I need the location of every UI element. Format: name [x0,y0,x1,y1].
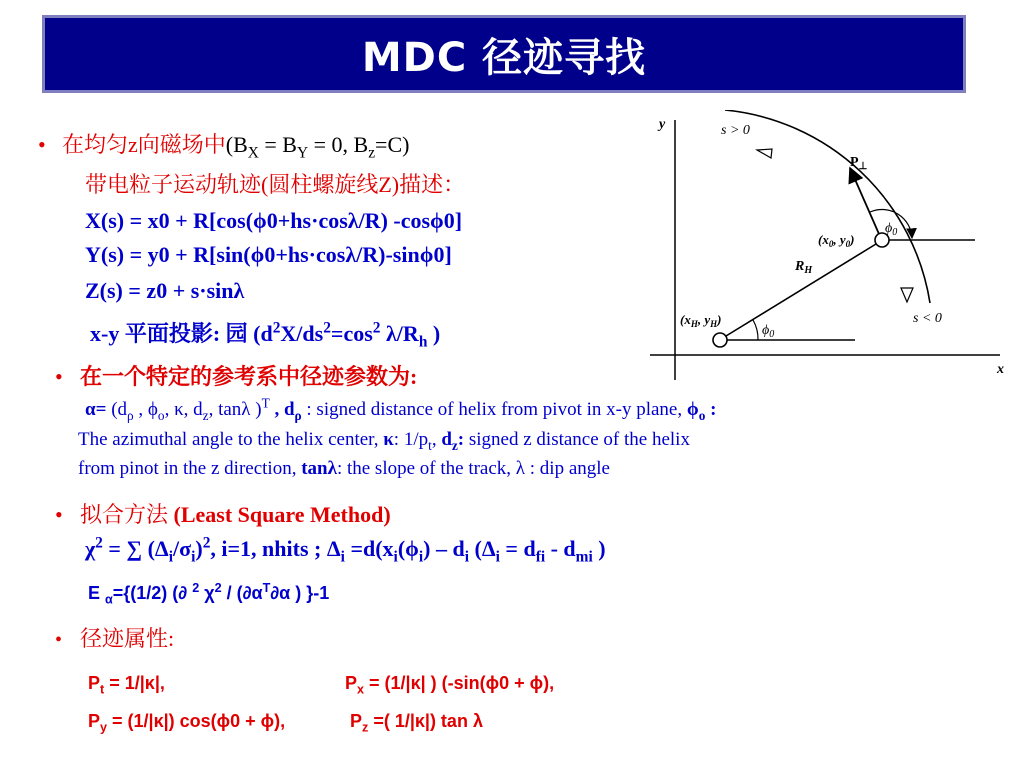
bullet-4: • [55,629,63,651]
phi0-pivot-label [885,221,897,238]
eq-x: X(s) = x0 + R[cos(ϕ0+hs·cosλ/R) -cosϕ0] [85,208,463,233]
sec2-heading: 在一个特定的参考系中径迹参数为: [80,364,418,389]
page-title: MDC 径迹寻找 [361,34,647,81]
sec1-line1-cn: 在均匀z向磁场中 [62,132,226,157]
phi0-center-label: $\phi_0$ [762,323,775,340]
x-axis-label: x [997,362,1004,377]
center-coord-label: ($x_H$, $y_H$) [680,312,722,329]
bullet-1: • [38,132,46,157]
sec1-line1-formula: ($B_X = B_Y = 0$, $B_z=C$) [225,132,410,162]
arc-arrow-upper [757,149,772,158]
p-perp-arrow [850,168,879,234]
eq-z: Z(s) = z0 + s·sinλ [85,278,245,303]
sec1-line2: 带电粒子运动轨迹(圆柱螺旋线Z)描述： [85,172,466,197]
sec2-line1: $\alpha= (d_\rho$ , $\phi_o$, κ, $d_z$, tanλ )$^T$ , $d_\rho$ : signed distance of helix from pivot in x-y plane, $\phi_o$ : [85,395,717,423]
sec3-heading-en: (Least Square Method) [173,502,391,527]
sec2-line3: from pinot in the z direction, tanλ: the slope of the track, λ : dip angle [78,458,610,479]
py-formula: $P_y = (1/|\kappa|) \cos(\phi 0 + \phi)$, [88,711,286,735]
p-perp-main: P [850,155,859,170]
sec1-line1 [62,132,410,162]
phi0-pivot-main: ϕ [885,221,893,236]
helix-geometry-diagram [645,110,1010,385]
bullet-3: • [55,502,63,527]
xy-projection [90,319,441,351]
helix-center-point [713,333,727,347]
px-formula: $P_x = (1/|\kappa|$ ) (-sin(ϕ0 + ϕ), [345,673,555,697]
phi0-center-arc [753,320,758,340]
pt-formula: $P_t = 1/|\kappa|$, [88,673,165,697]
sec3-heading-cn: 拟合方法 [80,502,169,527]
pz-formula: $P_z$ =( 1/|κ|) tan λ [350,711,483,735]
title-bar [42,15,966,93]
error-matrix-formula: E $_\alpha$={(1/2) (∂ $^2$ $\chi^2 / (\partial\alpha^T\partial\alpha$ ) }-1 [88,581,330,607]
pivot-coord-label: ($x_0$, $y_0$) [818,232,855,249]
arc-arrow-lower [901,288,913,302]
sec3-heading [80,502,391,528]
xy-formula: ($d^2X/ds^2=\cos^2$ $\lambda/R_h$ ) [253,319,441,351]
phi0-pivot-sub: 0 [892,227,898,238]
sec4-heading: 径迹属性: [80,626,175,651]
y-axis-label: y [659,117,666,132]
xy-prefix: x-y 平面投影: 园 [90,321,248,346]
eq-y: Y(s) = y0 + R[sin(ϕ0+hs·cosλ/R)-sinϕ0] [85,242,452,267]
radius-label: $R_H$ [795,259,813,276]
radius-line [726,244,876,336]
p-perp-sub: ⊥ [858,161,868,172]
sec2-line2: The azimuthal angle to the helix center, κ: $1/p_t$, $d_z$: signed z distance of the helix [78,429,690,453]
s-negative-label: s < 0 [913,311,942,326]
s-positive-label: s > 0 [721,123,750,138]
bullet-2: • [55,364,63,389]
chi2-formula: $\chi^2$ = ∑ $(\Delta_i/\sigma_i)^2$, i=1, nhits ; $\Delta_i =d(x_i(\phi_i) - d_i$ ($\Delta_i = d_{fi} - d_{mi}$ ) [85,534,606,566]
p-perp-label [850,155,868,172]
